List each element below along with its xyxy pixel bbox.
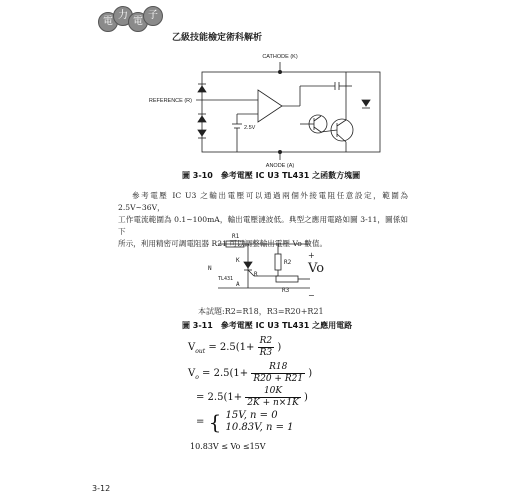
cases-brace: { (208, 410, 222, 434)
eq4-case2: 10.83V, n = 1 (225, 422, 294, 433)
header-logo (98, 4, 162, 34)
tl431-label: TL431 (218, 276, 234, 282)
equation-vo: $V_o = 2.5(1+$ $\frac{R18}{R20 + R21}$ ) (188, 362, 313, 384)
equation-numeric (196, 386, 308, 409)
r-label: R (254, 271, 258, 278)
resistor-r2 (275, 254, 281, 270)
eq4-case1: 15V, n = 0 (225, 410, 278, 421)
equation-vout: $V_{out} = 2.5(1+$ $\frac{R2}{R3}$ ) (188, 336, 282, 358)
header-bubble-3: 電 (128, 12, 148, 32)
n-label: N (208, 265, 212, 272)
header-bubble-1: 電 (98, 12, 118, 32)
tl431-application-circuit (190, 232, 340, 310)
eq2-tail: ) (308, 368, 313, 379)
eq1-mid: = 2.5(1+ (208, 342, 255, 353)
range-statement: 10.83V ≤ Vo ≤15V (190, 442, 266, 451)
eq4-eq: = (196, 416, 205, 428)
eq1-den: R3 (259, 348, 273, 358)
eq1-tail: ) (277, 342, 282, 353)
page-number: 3-12 (92, 484, 111, 493)
voltage-label: 2.5V (244, 125, 256, 131)
header-subtitle: 乙級技能檢定術科解析 (172, 33, 263, 43)
figure-3-11-note: 本試題:R2=R18，R3=R20+R21 (198, 307, 324, 316)
tl431-block-diagram (130, 50, 390, 168)
r2-label: R2 (284, 259, 292, 266)
eq3-num: 10K (245, 386, 301, 398)
header-bubble-2: 力 (113, 6, 133, 26)
anode-label: ANODE (A) (265, 163, 295, 168)
minus-label: − (308, 291, 315, 300)
eq3-tail: ) (303, 392, 308, 403)
eq1-sub: out (195, 348, 206, 355)
figure-3-10-caption: 圖 3-10 參考電壓 IC U3 TL431 之函數方塊圖 (182, 171, 361, 180)
header-bubble-4: 子 (143, 6, 163, 26)
resistor-r3 (276, 276, 298, 282)
equation-cases (196, 410, 294, 434)
vo-label: Vo (308, 261, 325, 276)
paragraph-line-1: 參考電壓 IC U3 之輸出電壓可以通過兩個外接電阻任意設定，範圍為 2.5V~36V， (118, 191, 408, 212)
paragraph-line-2: 工作電流範圍為 0.1~100mA，輸出電壓漣波低。典型之應用電路如圖 3-11，圖係如下 (118, 215, 408, 236)
a-label: A (236, 281, 240, 288)
cathode-label: CATHODE (K) (262, 54, 298, 60)
eq3-den: 2K + n×1K (247, 398, 299, 408)
reference-label: REFERENCE (R) (148, 98, 192, 104)
eq1-num: R2 (259, 336, 273, 346)
paragraph-line-3: 所示，利用精密可調電阻器 R21 可以調整輸出電壓 Vo 數值。 (118, 239, 328, 248)
plus-label: + (308, 251, 315, 260)
block-outline (202, 72, 380, 152)
eq2-num: R18 (251, 362, 305, 374)
eq2-den: R20 + R21 (253, 374, 304, 384)
eq2-mid: = 2.5(1+ (202, 368, 249, 379)
eq2-sub: o (195, 374, 199, 381)
r3-label: R3 (282, 287, 290, 294)
r1-label: R1 (232, 233, 240, 240)
eq3-mid: = 2.5(1+ (196, 392, 243, 403)
k-label: K (236, 257, 240, 264)
figure-3-11-caption: 圖 3-11 參考電壓 IC U3 TL431 之應用電路 (182, 321, 353, 330)
